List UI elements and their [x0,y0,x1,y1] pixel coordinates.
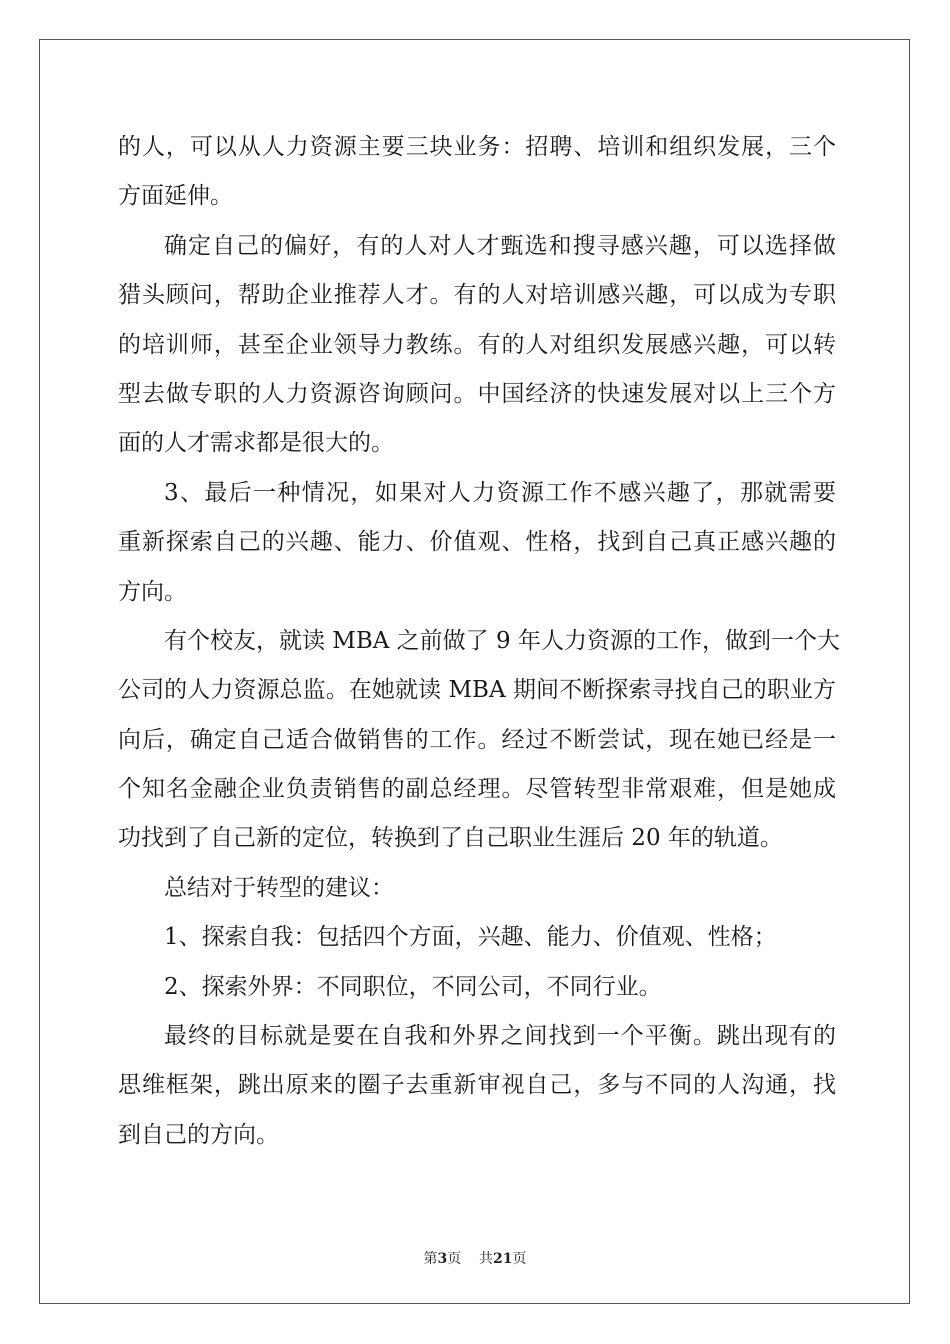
text-line: 最终的目标就是要在自我和外界之间找到一个平衡。跳出现有的 [164,1023,836,1050]
page-footer [0,1248,950,1268]
text-line: 有个校友，就读 MBA 之前做了 9 年人力资源的工作，做到一个大 [164,627,840,654]
text-line: 到自己的方向。 [118,1121,279,1148]
text-line: 功找到了自己新的定位，转换到了自己职业生涯后 20 年的轨道。 [118,825,783,852]
text-line: 型去做专职的人力资源咨询顾问。中国经济的快速发展对以上三个方 [118,380,836,407]
total-prefix: 共 [479,1251,494,1267]
text-line: 思维框架，跳出原来的圈子去重新审视自己，多与不同的人沟通，找 [118,1072,836,1099]
text-line: 2、探索外界：不同职位，不同公司，不同行业。 [164,973,662,1000]
text-line: 公司的人力资源总监。在她就读 MBA 期间不断探索寻找自己的职业方 [118,677,836,704]
text-line: 确定自己的偏好，有的人对人才甄选和搜寻感兴趣，可以选择做 [164,232,836,259]
text-line: 的人，可以从人力资源主要三块业务：招聘、培训和组织发展，三个 [118,134,836,160]
total-suffix: 页 [512,1251,527,1267]
text-line: 重新探索自己的兴趣、能力、价值观、性格，找到自己真正感兴趣的 [118,529,836,556]
text-line: 的培训师，甚至企业领导力教练。有的人对组织发展感兴趣，可以转 [118,331,836,358]
page-prefix: 第 [423,1251,438,1267]
text-line: 3、最后一种情况，如果对人力资源工作不感兴趣了，那就需要 [164,479,836,506]
text-line: 方面延伸。 [118,183,233,210]
text-line: 猎头顾问，帮助企业推荐人才。有的人对培训感兴趣，可以成为专职 [118,282,836,309]
document-body [118,123,840,1160]
text-line: 总结对于转型的建议： [164,874,394,901]
text-line: 1、探索自我：包括四个方面，兴趣、能力、价值观、性格； [164,924,777,951]
total-pages: 21 [493,1251,513,1267]
text-line: 个知名金融企业负责销售的副总经理。尽管转型非常艰难，但是她成 [118,776,836,803]
text-line: 方向。 [118,578,187,605]
page-number: 3 [437,1251,448,1267]
page-suffix: 页 [447,1251,462,1267]
text-line: 面的人才需求都是很大的。 [118,430,394,457]
text-line: 向后，确定自己适合做销售的工作。经过不断尝试，现在她已经是一 [118,726,836,753]
